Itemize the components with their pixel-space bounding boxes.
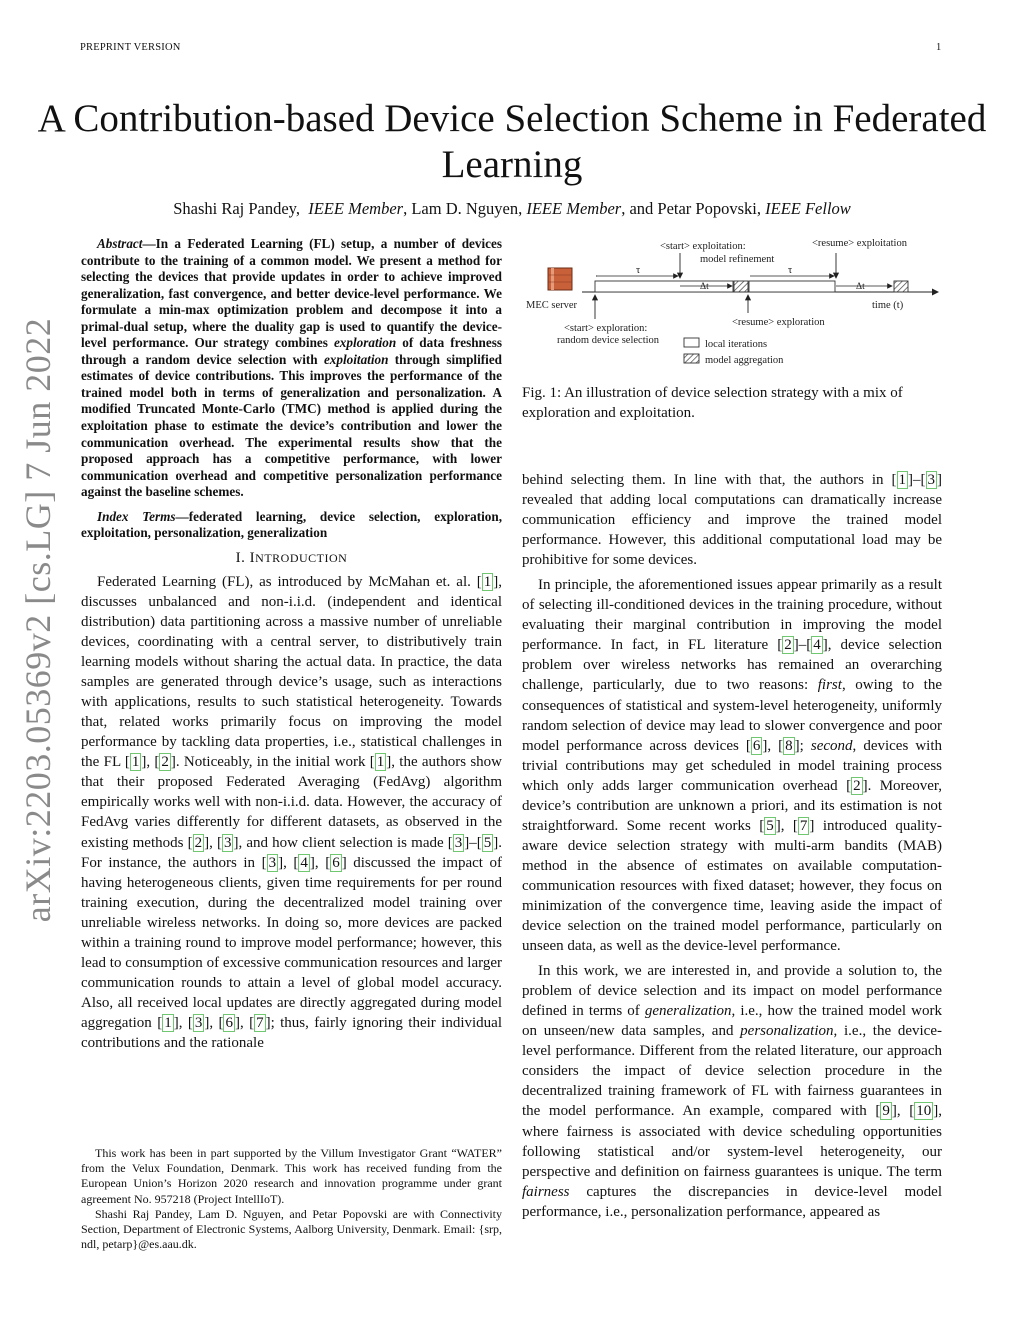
author-2-role: IEEE Member	[526, 199, 622, 218]
citation-link[interactable]: 1	[131, 754, 140, 771]
start-exploitation-sublabel: model refinement	[700, 254, 775, 265]
author-2: , Lam D. Nguyen,	[403, 199, 523, 218]
start-exploitation-label: <start> exploitation:	[660, 241, 746, 252]
citation-link[interactable]: 2	[161, 754, 169, 771]
model-aggregation-block	[734, 281, 748, 292]
citation-link[interactable]: 6	[752, 737, 761, 754]
abstract-label: Abstract	[97, 236, 143, 251]
paper-title: A Contribution-based Device Selection Scheme in Federated Learning	[37, 97, 987, 186]
author-1-role: IEEE Member	[308, 199, 404, 218]
citation-link[interactable]: 1	[898, 472, 906, 488]
citation-link[interactable]: 5	[483, 834, 492, 851]
start-exploration-label: <start> exploration:	[564, 323, 648, 334]
left-column	[81, 236, 502, 1053]
intro-paragraph-1: Federated Learning (FL), as introduced by McMahan et. al. [ 1 ], discusses unbalanced and non-i.i.d. (independent and identical distribution) data partitioning across a massive number of unreliable devices, coordinating with a central server, to distributively train learning models without sharing the actual data. In practice, the data samples are generated through device’s usage, such as interactions with applications, results to such statistical heterogeneity. Towards that, related works primarily focus on improving the model performance by tackling data properties, i.e., statistical challenges in the FL [ 1 ], [ 2 ]. Noticeably, in the initial work [ 1 ], the authors show that their proposed Federated Averaging (FedAvg) algorithm empirically works well with non-i.i.d. data. However, the accuracy of FedAvg varies differently for different datasets, as observed in the existing methods [ 2 ], [ 3 ], and how client selection is made [ 3 ]–[ 5 ]. For instance, the authors in [ 3 ], [ 4 ], [ 6 ] discussed the impact of having heterogeneous clients, given time requirements for per round training execution, during the decentralized model training over unreliable wireless networks. In doing so, more devices are packed within a training round to improve model performance; however, this lead to consumption of excessive communication resources and larger communication rounds to attain a level of global model accuracy. Also, all received local updates are directly aggregated during model aggregation [ 1 ], [ 3 ], [ 6 ], [ 7 ]; thus, fairly ignoring their individual contributions and the rationale	[81, 573, 503, 1051]
figure-1-diagram	[520, 233, 944, 373]
author-3-role: IEEE Fellow	[765, 199, 851, 218]
citation-link[interactable]: 6	[332, 854, 340, 871]
citation-link[interactable]: 10	[916, 1103, 932, 1120]
local-iterations-block	[595, 281, 733, 292]
citation-link[interactable]: 2	[784, 637, 792, 654]
abstract	[81, 236, 502, 501]
server-icon	[548, 268, 572, 290]
footnote-affiliation: Shashi Raj Pandey, Lam D. Nguyen, and Petar Popovski are with Connectivity Section, Department of Electronic Systems, Aalborg University, Denmark. Email: {srp, ndl, petarp}@es.aau.dk.	[81, 1206, 502, 1252]
section-title-rest: NTRODUCTION	[255, 550, 348, 565]
citation-link[interactable]: 7	[256, 1014, 264, 1031]
citation-link[interactable]: 8	[785, 737, 793, 754]
citation-link[interactable]: 5	[766, 817, 774, 834]
section-number: I.	[235, 549, 250, 566]
abstract-text-3: through simplified estimates of device contributions. This improves the performance of the trained model both in terms of generalization and personalization. A modified Truncated Monte-Carlo (TMC) method is applied during the exploitation phase to estimate the device’s contribution and lower the communication overhead. The experimental results show that the proposed approach has a competitive performance, with lower communication overhead and competitive personalization performance against the baseline schemes.	[81, 351, 503, 500]
footnote-funding: This work has been in part supported by the Villum Investigator Grant “WATER” from the Velux Foundation, Denmark. This work has received funding from the European Union’s Horizon 2020 research and innovation programme under grant agreement No. 957218 (Project IntellIoT).	[81, 1146, 502, 1206]
author-1: Shashi Raj Pandey,	[173, 199, 300, 218]
tau-label: τ	[636, 265, 641, 276]
index-terms	[81, 509, 502, 542]
citation-link[interactable]: 1	[483, 573, 492, 590]
citation-link[interactable]: 7	[799, 817, 808, 834]
legend-local-label: local iterations	[705, 339, 768, 350]
time-axis-label: time (t)	[872, 300, 904, 311]
resume-exploration-label: <resume> exploration	[732, 317, 825, 328]
section-heading-introduction	[81, 548, 502, 568]
citation-link[interactable]: 4	[300, 854, 308, 871]
local-iterations-block	[749, 281, 835, 292]
right-paragraph-2: In principle, the aforementioned issues appear primarily as a result of selecting ill-conditioned devices in the training procedure, without evaluating their marginal contribution in improving the model performance. In fact, in FL literature [ 2 ]–[ 4 ], device selection problem over wireless networks has remained an overarching challenge, particularly, due to two reasons: first, owing to the consequences of statistical and system-level heterogeneity, uniformly random selection of device may lead to slower convergence and poor model performance across devices [ 6 ], [ 8 ]; second, devices with trivial contributions may get scheduled in model training process which only adds larger communication overhead [ 2 ]. Moreover, device’s contribution are unknown a priori, and its estimation is not straightforward. Some recent works [ 5 ], [ 7 ] introduced quality-aware device selection strategy with multi-arm bandits (MAB) method in the absence of estimates on available computation-communication resources with fixed dataset; however, they focus on minimization of the convergence time, leaving aside the impact of device selection on the trained model performance, particularly on unseen data, as well as the device-level performance.	[522, 577, 943, 955]
right-paragraph-1: behind selecting them. In line with that, the authors in [ 1 ]–[ 3 ] revealed that adding local computations can dramatically increase communication efficiency and improve the trained model performance. However, this additional computational load may be prohibitive for some devices.	[522, 472, 942, 569]
legend-swatch-aggregation	[684, 354, 699, 363]
abstract-text-2: of data freshness through a random device selection with	[81, 335, 502, 367]
start-exploration-sublabel: random device selection	[557, 335, 660, 346]
citation-link[interactable]: 3	[927, 472, 935, 488]
author-line	[0, 199, 1024, 219]
page-number: 1	[936, 42, 942, 53]
legend-aggregation-label: model aggregation	[705, 355, 784, 366]
delta-t-label: Δt	[700, 282, 709, 292]
running-header: PREPRINT VERSION	[80, 42, 181, 53]
tau-label: τ	[788, 265, 793, 276]
mec-server-label: MEC server	[526, 300, 578, 311]
delta-t-label: Δt	[856, 282, 865, 292]
arxiv-stamp	[14, 317, 62, 923]
citation-link[interactable]: 1	[164, 1014, 172, 1031]
citation-link[interactable]: 3	[454, 834, 463, 851]
legend-swatch-local	[684, 338, 699, 347]
citation-link[interactable]: 4	[813, 637, 821, 654]
index-terms-label: Index Terms	[97, 508, 176, 524]
abstract-em-exploration: exploration	[333, 335, 397, 351]
resume-exploitation-label: <resume> exploitation	[812, 238, 907, 249]
citation-link[interactable]: 9	[882, 1103, 890, 1120]
citation-link[interactable]: 6	[225, 1014, 233, 1031]
right-column	[522, 470, 942, 1222]
author-3: , and Petar Popovski,	[621, 199, 761, 218]
abstract-em-exploitation: exploitation	[323, 351, 389, 367]
citation-link[interactable]: 3	[268, 854, 277, 871]
figure-1-caption: Fig. 1: An illustration of device selection strategy with a mix of exploration and exploitation.	[522, 385, 903, 421]
citation-link[interactable]: 3	[223, 834, 232, 851]
model-aggregation-block	[894, 281, 908, 292]
right-paragraph-3: In this work, we are interested in, and provide a solution to, the problem of device selection and its impact on model performance defined in terms of generalization, i.e., how the trained model work on unseen/new data samples, and personalization, i.e., the device-level performance. Different from the related literature, our approach considers the impact of device selection procedure in the decentralized training framework of FL with fairness guarantees in the model performance. An example, compared with [ 9 ], [ 10 ], where fairness is associated with device scheduling opportunities following statistical and/or system-level heterogeneity, our perspective and definition on fairness guarantees is unique. The term fairness captures the discrepancies in device-level model performance, i.e., personalization performance, appeared as	[522, 963, 943, 1220]
citation-link[interactable]: 3	[194, 1014, 203, 1031]
section-initial: I	[249, 549, 256, 566]
citation-link[interactable]: 2	[853, 777, 861, 794]
citation-link[interactable]: 1	[376, 754, 385, 771]
arxiv-stamp-text: arXiv:2203.05369v2 [cs.LG] 7 Jun 2022	[18, 317, 58, 923]
abstract-text-1: —In a Federated Learning (FL) setup, a number of devices contribute to the training of a common model. We present a method for selecting the devices that provide updates in order to achieve improved generalization, fast convergence, and better device-level performance. We formulate a min-max optimization problem and decompose it into a primal-dual setup, where the duality gap is used to quantify the device-level performance. Our strategy combines	[81, 236, 502, 351]
citation-link[interactable]: 2	[194, 834, 203, 851]
index-terms-text: —federated learning, device selection, exploration, exploitation, personalization, generalization	[81, 508, 503, 541]
footnotes	[81, 1146, 502, 1252]
